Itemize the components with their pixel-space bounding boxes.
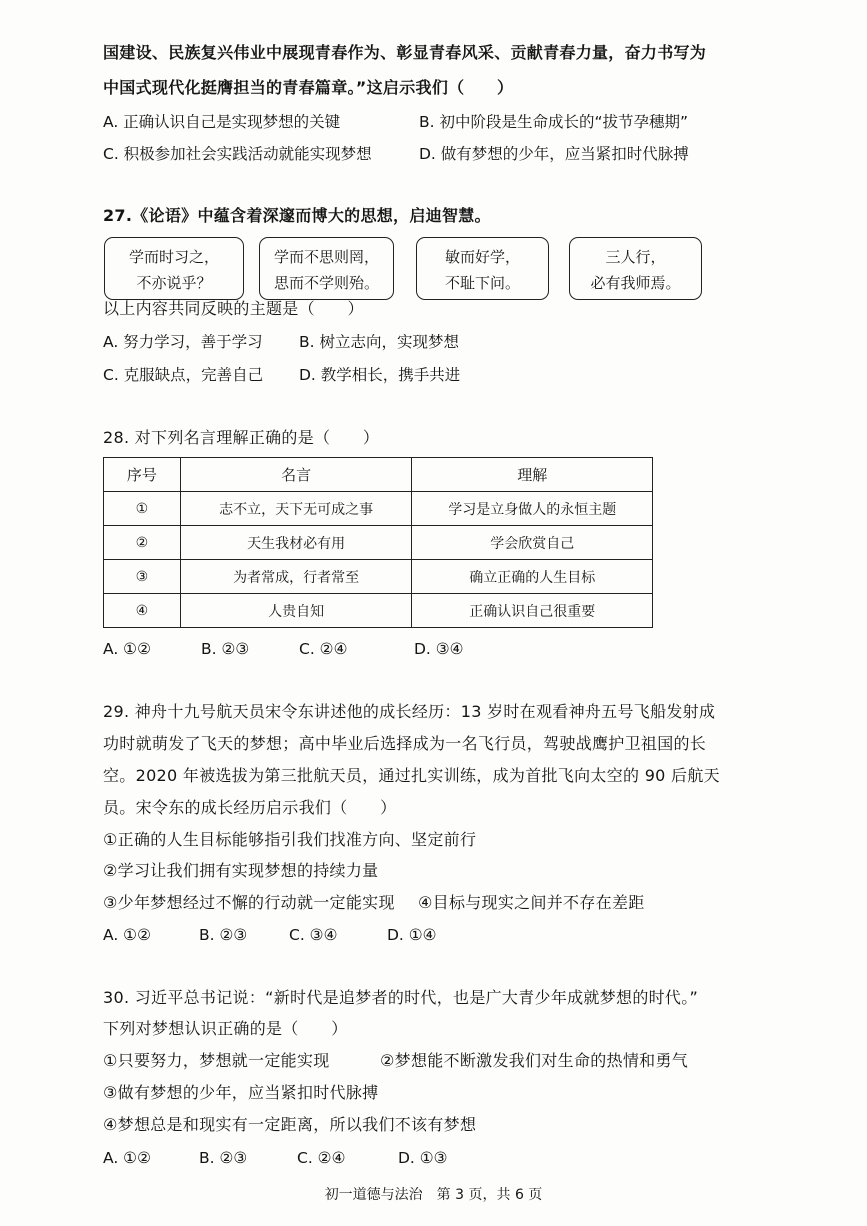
q29-stem-line2: 功时就萌发了飞天的梦想；高中毕业后选择成为一名飞行员，驾驶战鹰护卫祖国的长 [103,734,707,753]
q26-option-b: B. 初中阶段是生命成长的“拔节孕穗期” [419,113,689,131]
q30-option-c: C. ②④ [297,1149,346,1167]
q27-option-c: C. 克服缺点，完善自己 [103,366,264,384]
q29-option-a: A. ①② [103,926,151,944]
q27-option-d: D. 教学相长，携手共进 [299,366,461,384]
q29-stem-line1: 29. 神舟十九号航天员宋令东讲述他的成长经历：13 岁时在观看神舟五号飞船发射成 [103,702,716,721]
q29-option-c: C. ③④ [289,926,338,944]
q30-statement-3: ③做有梦想的少年，应当紧扣时代脉搏 [103,1083,379,1102]
q28-option-c: C. ②④ [299,640,348,658]
quote-4-line2: 必有我师焉。 [590,274,681,292]
table-cell-meaning: 确立正确的人生目标 [412,560,653,594]
quote-box-3 [416,237,549,300]
quote-1-line2: 不亦说乎？ [136,274,212,292]
table-header-meaning: 理解 [412,458,653,492]
quote-2-line2: 思而不学则殆。 [273,274,379,292]
table-row [104,526,653,560]
q27-option-b: B. 树立志向，实现梦想 [299,333,459,351]
table-cell-quote: 志不立，天下无可成之事 [180,492,412,526]
q26-stem-line1: 国建设、民族复兴伟业中展现青春作为、彰显青春风采、贡献青春力量，奋力书写为 [103,43,707,62]
table-row [104,560,653,594]
q27-question: 以上内容共同反映的主题是（ ） [103,299,364,318]
q27-stem: 27.《论语》中蕴含着深邃而博大的思想，启迪智慧。 [103,206,491,225]
q30-option-a: A. ①② [103,1149,151,1167]
q30-option-b: B. ②③ [199,1149,248,1167]
table-cell-meaning: 正确认识自己很重要 [412,594,653,628]
table-cell-index: ① [104,492,181,526]
q29-option-d: D. ①④ [387,926,437,944]
quote-3-line2: 不耻下问。 [444,274,520,292]
quote-1-line1: 学而时习之， [128,248,219,266]
q28-stem: 28. 对下列名言理解正确的是（ ） [103,428,380,447]
quote-box-2 [259,237,394,300]
q29-statement-3: ③少年梦想经过不懈的行动就一定能实现 [103,893,395,912]
table-header-row [104,458,653,492]
table-cell-index: ④ [104,594,181,628]
table-cell-quote: 天生我材必有用 [180,526,412,560]
table-row [104,594,653,628]
table-cell-quote: 人贵自知 [180,594,412,628]
table-row [104,492,653,526]
q27-option-a: A. 努力学习，善于学习 [103,333,263,351]
q28-option-b: B. ②③ [201,640,250,658]
table-cell-meaning: 学会欣赏自己 [412,526,653,560]
quote-2-line1: 学而不思则罔， [273,248,379,266]
q30-stem-line1: 30. 习近平总书记说：“新时代是追梦者的时代，也是广大青少年成就梦想的时代。” [103,988,699,1007]
q26-option-d: D. 做有梦想的少年，应当紧扣时代脉搏 [419,145,689,163]
q29-statement-1: ①正确的人生目标能够指引我们找准方向、坚定前行 [103,830,477,849]
q29-statement-4: ④目标与现实之间并不存在差距 [418,893,645,912]
table-cell-meaning: 学习是立身做人的永恒主题 [412,492,653,526]
q28-option-d: D. ③④ [414,640,464,658]
q29-option-b: B. ②③ [199,926,248,944]
q30-statement-1: ①只要努力，梦想就一定能实现 [103,1051,330,1070]
quote-box-4 [569,237,702,300]
q26-stem-line2: 中国式现代化挺膺担当的青春篇章。”这启示我们（ ） [103,78,514,97]
table-cell-index: ② [104,526,181,560]
q30-option-d: D. ①③ [398,1149,448,1167]
table-header-index: 序号 [104,458,181,492]
quote-3-line1: 敏而好学， [444,248,520,266]
q30-statement-4: ④梦想总是和现实有一定距离，所以我们不该有梦想 [103,1115,477,1134]
q30-statement-2: ②梦想能不断激发我们对生命的热情和勇气 [380,1051,689,1070]
q29-stem-line3: 空。2020 年被选拔为第三批航天员，通过扎实训练，成为首批飞向太空的 90 后航天 [103,766,720,785]
q30-stem-line2: 下列对梦想认识正确的是（ ） [103,1019,348,1038]
quote-table [103,457,653,628]
page-footer: 初一道德与法治 第 3 页，共 6 页 [324,1187,543,1203]
q29-statement-2: ②学习让我们拥有实现梦想的持续力量 [103,861,379,880]
q29-stem-line4: 员。宋令东的成长经历启示我们（ ） [103,798,397,817]
quote-box-1 [104,237,244,300]
q28-option-a: A. ①② [103,640,151,658]
table-cell-index: ③ [104,560,181,594]
table-cell-quote: 为者常成，行者常至 [180,560,412,594]
table-header-quote: 名言 [180,458,412,492]
q26-option-c: C. 积极参加社会实践活动就能实现梦想 [103,145,372,163]
quote-4-line1: 三人行， [605,248,666,266]
q26-option-a: A. 正确认识自己是实现梦想的关键 [103,113,341,131]
